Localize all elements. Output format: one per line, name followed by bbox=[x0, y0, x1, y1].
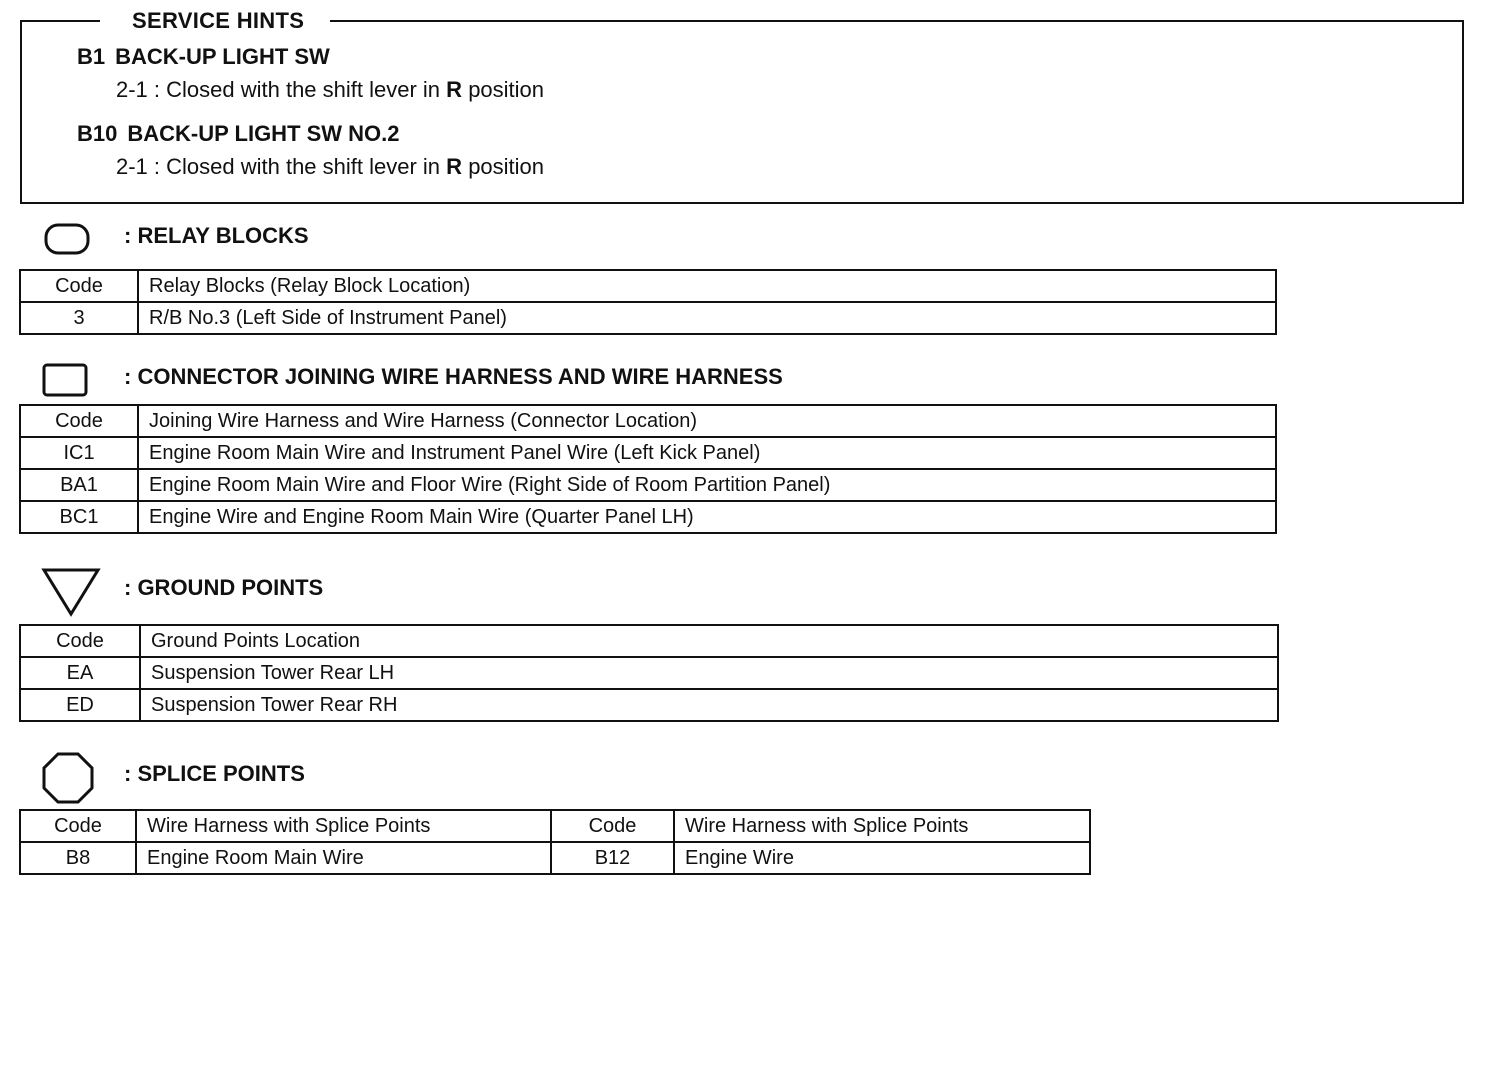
cell-desc: Engine Wire bbox=[674, 842, 1090, 874]
relay-blocks-table bbox=[19, 269, 1277, 335]
table-header-row bbox=[20, 405, 1276, 437]
ground-points-title: : GROUND POINTS bbox=[124, 575, 324, 600]
ground-points-table bbox=[19, 624, 1279, 722]
splice-points-table bbox=[19, 809, 1091, 875]
down-triangle-icon bbox=[40, 566, 102, 618]
cell-desc: Engine Room Main Wire and Instrument Panel Wire (Left Kick Panel) bbox=[138, 437, 1276, 469]
table-row bbox=[20, 842, 1090, 874]
header-desc: Joining Wire Harness and Wire Harness (Connector Location) bbox=[138, 405, 1276, 437]
cell-desc: R/B No.3 (Left Side of Instrument Panel) bbox=[138, 302, 1276, 334]
hint-text: position bbox=[468, 154, 545, 179]
cell-code: BA1 bbox=[20, 469, 138, 501]
header-code: Code bbox=[20, 405, 138, 437]
cell-code: B8 bbox=[20, 842, 136, 874]
hint-heading-b1 bbox=[77, 44, 330, 70]
hint-code: B10 bbox=[77, 121, 118, 146]
cell-code: BC1 bbox=[20, 501, 138, 533]
table-header-row bbox=[20, 810, 1090, 842]
hint-text: position bbox=[468, 77, 545, 102]
table-header-row bbox=[20, 625, 1278, 657]
header-desc: Relay Blocks (Relay Block Location) bbox=[138, 270, 1276, 302]
cell-desc: Engine Wire and Engine Room Main Wire (Quarter Panel LH) bbox=[138, 501, 1276, 533]
service-hints-title: SERVICE HINTS bbox=[100, 8, 330, 34]
splice-points-title: : SPLICE POINTS bbox=[124, 761, 305, 786]
cell-desc: Suspension Tower Rear LH bbox=[140, 657, 1278, 689]
square-icon bbox=[40, 361, 90, 399]
table-row bbox=[20, 689, 1278, 721]
header-desc: Wire Harness with Splice Points bbox=[674, 810, 1090, 842]
cell-code: EA bbox=[20, 657, 140, 689]
cell-code: B12 bbox=[551, 842, 674, 874]
table-row bbox=[20, 469, 1276, 501]
connectors-table bbox=[19, 404, 1277, 534]
cell-desc: Engine Room Main Wire and Floor Wire (Right Side of Room Partition Panel) bbox=[138, 469, 1276, 501]
table-row bbox=[20, 657, 1278, 689]
cell-code: ED bbox=[20, 689, 140, 721]
table-row bbox=[20, 501, 1276, 533]
header-code: Code bbox=[551, 810, 674, 842]
table-row bbox=[20, 437, 1276, 469]
hint-text: 2-1 : Closed with the shift lever in bbox=[116, 77, 441, 102]
hint-heading-b10 bbox=[77, 121, 400, 147]
hint-name: BACK-UP LIGHT SW NO.2 bbox=[127, 121, 400, 146]
header-code: Code bbox=[20, 270, 138, 302]
hint-line-b10 bbox=[116, 154, 544, 180]
relay-blocks-title: : RELAY BLOCKS bbox=[124, 223, 309, 248]
table-header-row bbox=[20, 270, 1276, 302]
table-row bbox=[20, 302, 1276, 334]
hint-name: BACK-UP LIGHT SW bbox=[115, 44, 330, 69]
hint-line-b1 bbox=[116, 77, 544, 103]
header-desc: Ground Points Location bbox=[140, 625, 1278, 657]
cell-code: 3 bbox=[20, 302, 138, 334]
cell-code: IC1 bbox=[20, 437, 138, 469]
service-hints-box bbox=[20, 8, 1464, 204]
connectors-title: : CONNECTOR JOINING WIRE HARNESS AND WIRE HARNESS bbox=[124, 364, 783, 389]
rounded-rectangle-icon bbox=[42, 220, 92, 258]
hint-bold-position: R bbox=[446, 154, 463, 179]
cell-desc: Suspension Tower Rear RH bbox=[140, 689, 1278, 721]
header-code: Code bbox=[20, 810, 136, 842]
octagon-icon bbox=[40, 750, 96, 806]
hint-text: 2-1 : Closed with the shift lever in bbox=[116, 154, 441, 179]
hint-code: B1 bbox=[77, 44, 106, 69]
header-desc: Wire Harness with Splice Points bbox=[136, 810, 551, 842]
header-code: Code bbox=[20, 625, 140, 657]
cell-desc: Engine Room Main Wire bbox=[136, 842, 551, 874]
hint-bold-position: R bbox=[446, 77, 463, 102]
